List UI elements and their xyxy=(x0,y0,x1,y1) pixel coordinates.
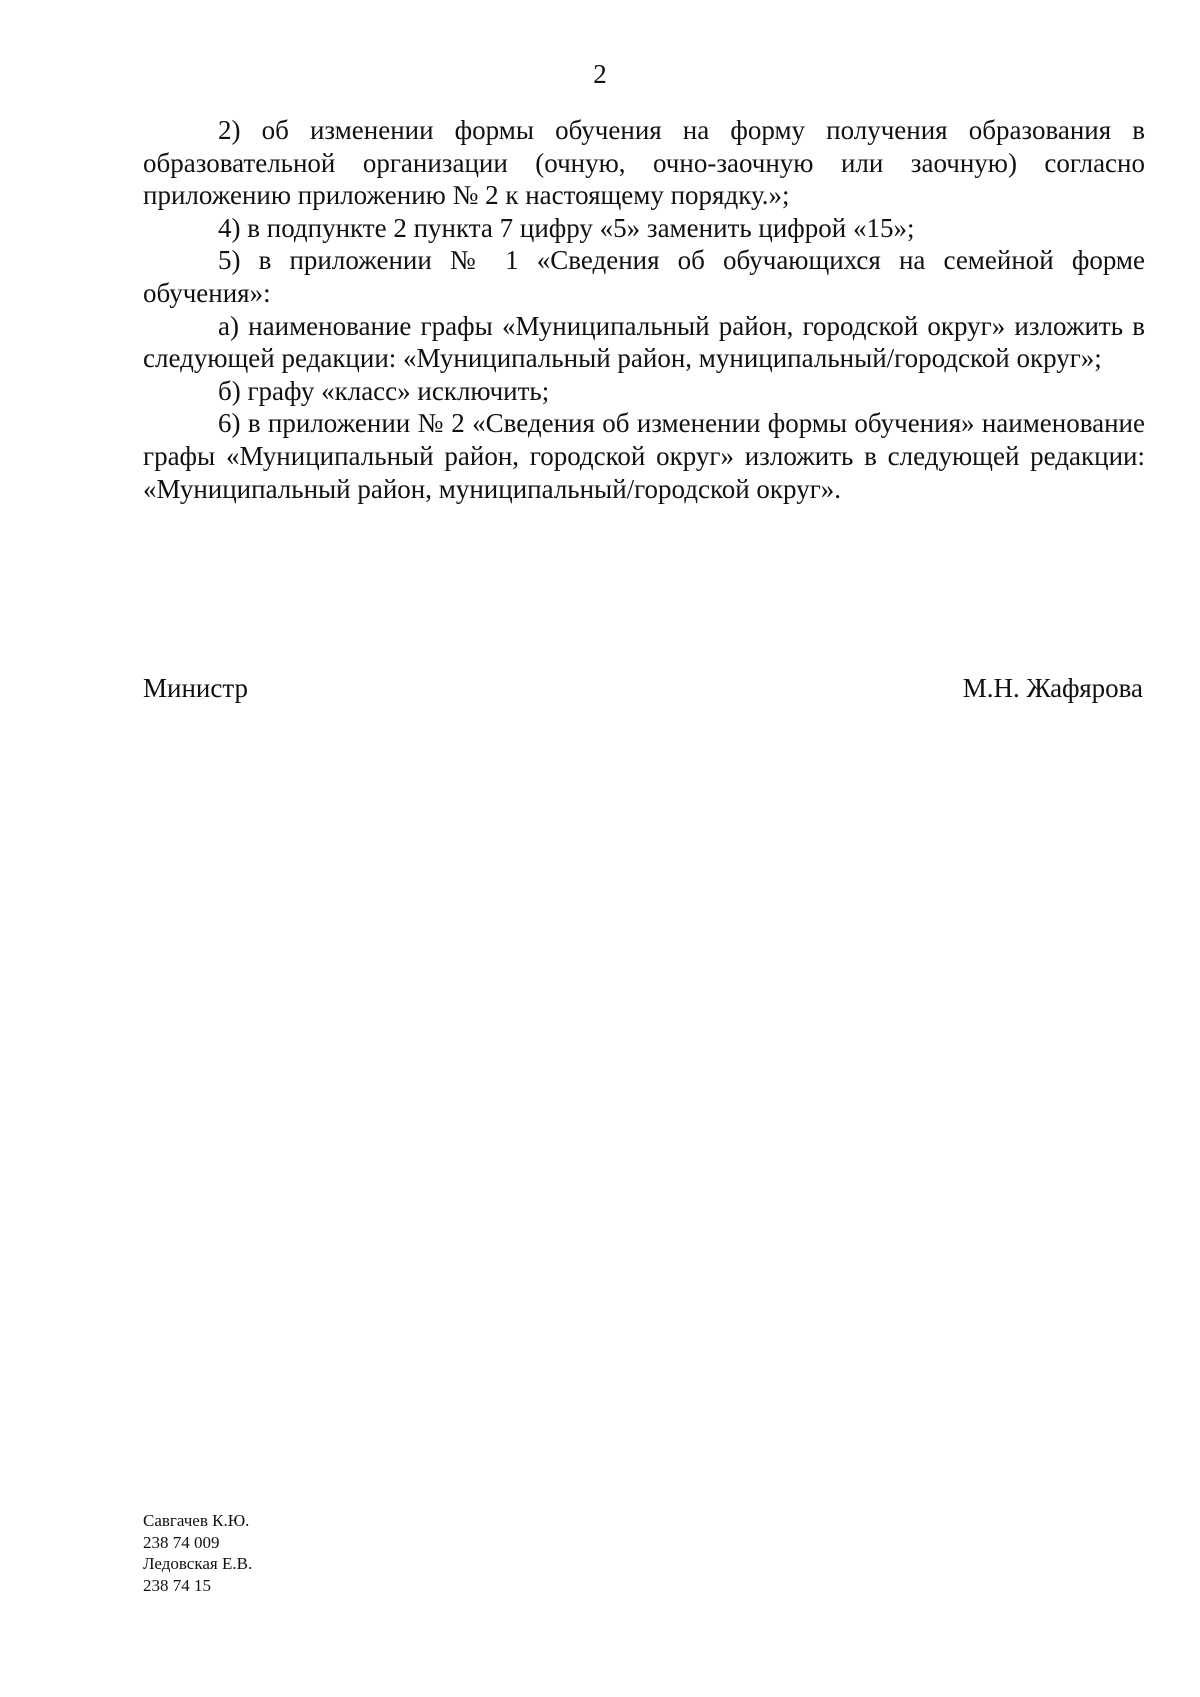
paragraph-subitem-b: б) графу «класс» исключить; xyxy=(218,375,550,406)
document-body xyxy=(143,114,1145,505)
signature-block xyxy=(143,672,1143,704)
paragraph-subitem-a: а) наименование графы «Муниципальный район, городской округ» изложить в следующей редакции: «Муниципальный район, муниципальный/городской округ»; xyxy=(143,310,1145,374)
executor-name: Савгачев К.Ю. xyxy=(143,1511,250,1530)
paragraph-item-2: 2) об изменении формы обучения на форму получения образования в образовательной организации (очную, очно-заочную или заочную) согласно приложению приложению № 2 к настоящему порядку.»; xyxy=(143,115,1145,211)
paragraph-item-6: 6) в приложении № 2 «Сведения об изменении формы обучения» наименование графы «Муниципальный район, городской округ» изложить в следующей редакции: «Муниципальный район, муниципальный/городской округ». xyxy=(143,408,1145,504)
executor-phone: 238 74 009 xyxy=(143,1532,220,1552)
executors-block xyxy=(143,1510,252,1596)
signatory-position: Министр xyxy=(143,673,248,703)
page-number: 2 xyxy=(593,59,607,89)
paragraph-item-4: 4) в подпункте 2 пункта 7 цифру «5» заменить цифрой «15»; xyxy=(218,212,915,243)
executor-phone: 238 74 15 xyxy=(143,1575,211,1595)
signatory-name: М.Н. Жафярова xyxy=(962,673,1143,703)
executor-name: Ледовская Е.В. xyxy=(143,1554,253,1573)
paragraph-item-5: 5) в приложении № 1 «Сведения об обучающихся на семейной форме обучения»: xyxy=(143,245,1145,308)
